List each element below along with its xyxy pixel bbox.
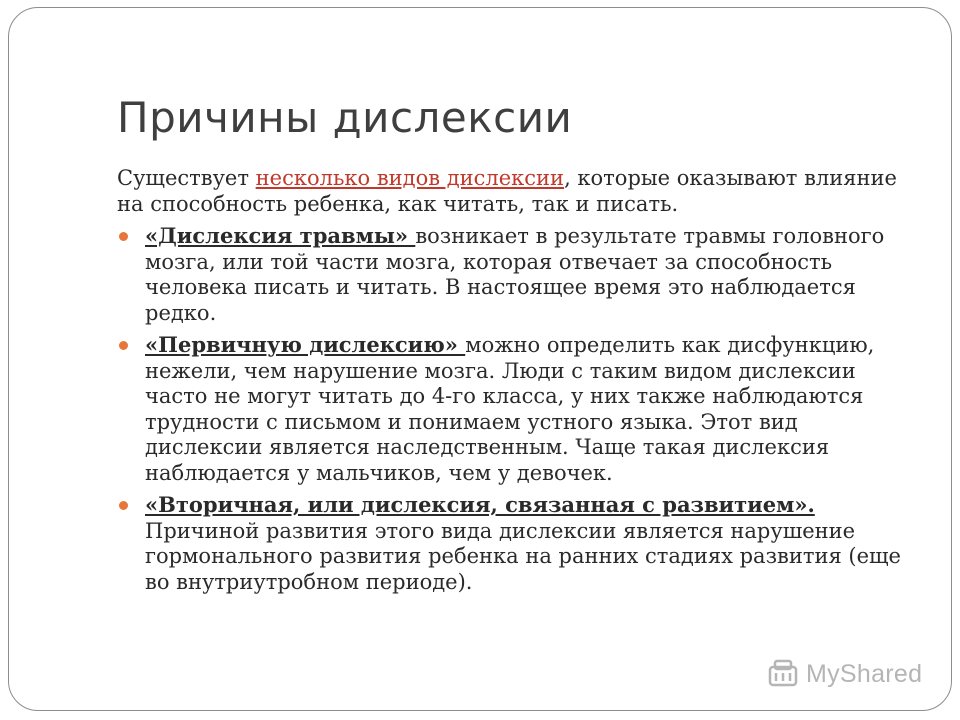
intro-before: Существует <box>117 166 256 190</box>
bullet-term: «Вторичная, или дислексия, связанная с развитием». <box>145 492 815 517</box>
watermark-text: MyShared <box>806 659 923 688</box>
list-item <box>117 223 917 326</box>
intro-after: , которые оказывают влияние на способность ребенка, как читать, так и писать. <box>117 166 897 216</box>
slide-content <box>117 166 917 601</box>
watermark <box>766 656 926 692</box>
bullet-text: возникает в результате травмы головного мозга, или той части мозга, которая отвечает за способность человека писать и читать. В настоящее время это наблюдается редко. <box>145 224 885 325</box>
slide-frame <box>8 7 952 711</box>
bullet-term: «Дислексия травмы» <box>145 223 416 248</box>
slide-title: Причины дислексии <box>117 93 573 142</box>
bullet-text: Причиной развития этого вида дислексии является нарушение гормонального развития ребенка на ранних стадиях развития (еще во внутриутробном периоде). <box>145 518 901 594</box>
bullet-dot-icon <box>119 501 128 510</box>
list-item <box>117 492 917 595</box>
types-link[interactable]: несколько видов дислексии <box>255 166 565 190</box>
bullet-dot-icon <box>119 341 128 350</box>
bullet-list <box>117 223 917 595</box>
bullet-term: «Первичную дислексию» <box>145 332 466 357</box>
bullet-dot-icon <box>119 232 128 241</box>
intro-paragraph <box>117 166 917 217</box>
mysh-icon <box>766 659 800 689</box>
list-item <box>117 332 917 486</box>
bullet-text: можно определить как дисфункцию, нежели, чем нарушение мозга. Люди с таким видом дислексии часто не могут читать до 4-го класса, у них также наблюдаются трудности с письмом и понимаем устного языка. Этот вид дислексии является наследственным. Чаще такая дислексия наблюдается у мальчиков, чем у девочек. <box>145 333 875 485</box>
